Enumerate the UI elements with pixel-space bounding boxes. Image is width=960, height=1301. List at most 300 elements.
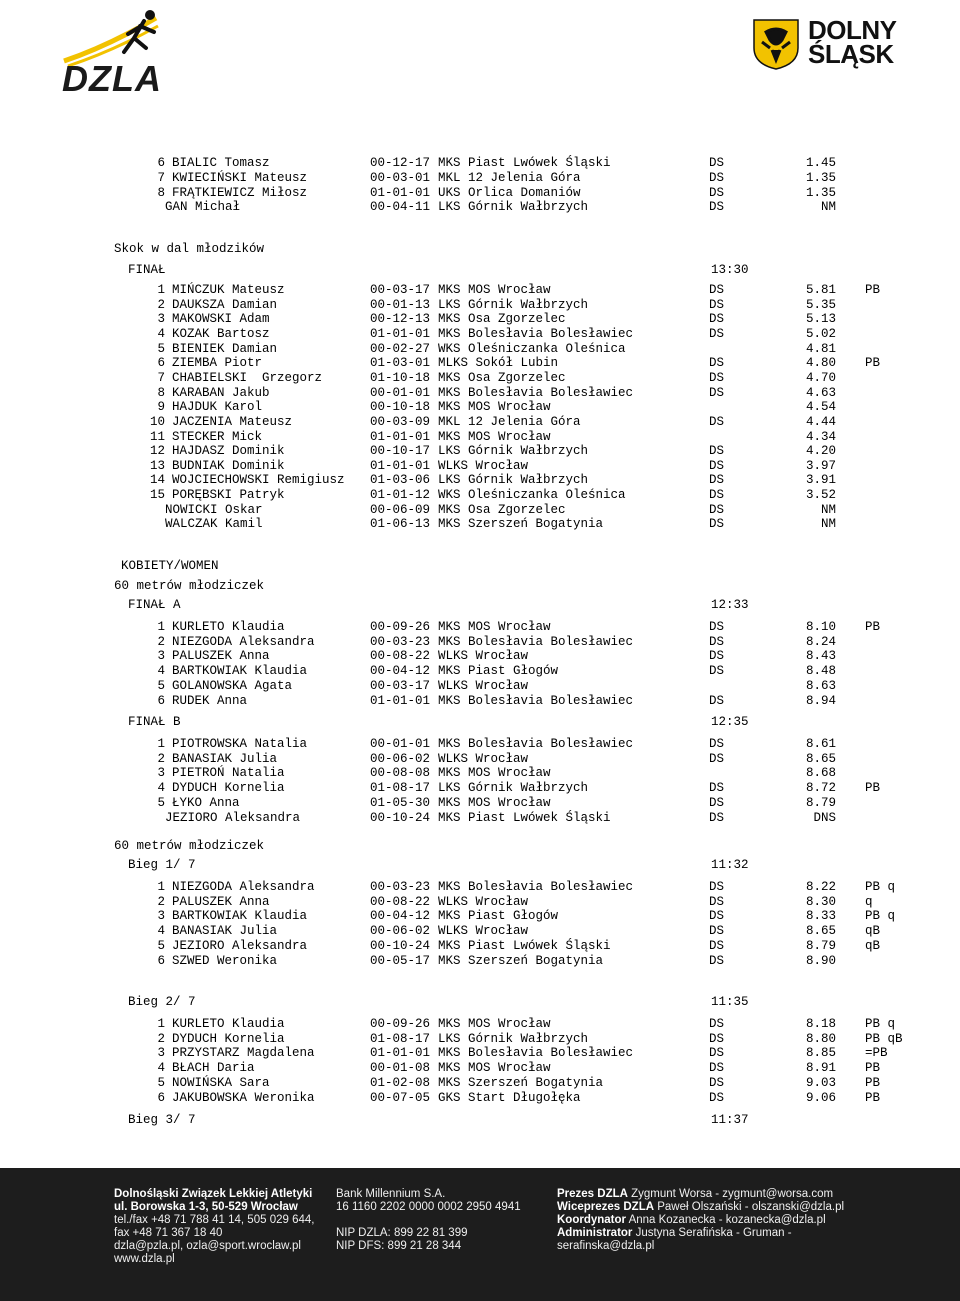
place-number: 3 [157, 909, 165, 924]
coord-role: Koordynator [557, 1214, 626, 1226]
footer-board [557, 1188, 844, 1253]
birth-date: 00-10-24 [370, 810, 431, 825]
athlete-name: PRZYSTARZ Magdalena [172, 1046, 315, 1061]
org-phone: tel./fax +48 71 788 41 14, 505 029 644, [114, 1214, 315, 1226]
birth-date: 01-08-17 [370, 1031, 431, 1046]
region-code: DS [709, 781, 725, 796]
place-number: 2 [157, 894, 165, 909]
result-value: 8.79 [805, 938, 836, 953]
result-value: 4.80 [805, 356, 836, 371]
club-name: MKL 12 Jelenia Góra [438, 170, 581, 185]
athlete-name: BIALIC Tomasz [172, 156, 270, 170]
athlete-name: NOWIŃSKA Sara [172, 1075, 270, 1090]
round-time: 13:30 [711, 263, 749, 277]
region-code: DS [709, 312, 725, 327]
club-name: WKS Oleśniczanka Oleśnica [438, 488, 626, 503]
athlete-name: HAJDASZ Dominik [172, 444, 285, 459]
athlete-name: ŁYKO Anna [172, 795, 240, 810]
birth-date: 00-03-09 [370, 414, 431, 429]
footer-contact [114, 1188, 314, 1266]
club-name: WLKS Wrocław [438, 894, 529, 909]
place-number: 5 [157, 938, 165, 953]
birth-date: 00-01-08 [370, 1061, 431, 1076]
result-value: 1.35 [805, 185, 836, 200]
region-code: DS [709, 620, 725, 634]
result-value: 8.85 [805, 1046, 836, 1061]
org-address: ul. Borowska 1-3, 50-529 Wrocław [114, 1201, 298, 1213]
dolny-slask-logo [752, 15, 912, 70]
place-number: 5 [157, 795, 165, 810]
region-code: DS [709, 693, 725, 708]
result-value: DNS [813, 810, 836, 825]
place-number: 15 [149, 488, 165, 503]
birth-date: 01-01-12 [370, 488, 431, 503]
place-number: 1 [157, 1017, 165, 1031]
club-name: WLKS Wrocław [438, 751, 529, 766]
athlete-name: BARTKOWIAK Klaudia [172, 909, 308, 924]
athlete-name: KOZAK Bartosz [172, 326, 270, 341]
club-name: UKS Orlica Domaniów [438, 185, 581, 200]
athlete-name: KWIECIŃSKI Mateusz [172, 170, 308, 185]
region-code: DS [709, 356, 725, 371]
region-code: DS [709, 1061, 725, 1076]
birth-date: 00-03-17 [370, 678, 431, 693]
athlete-name: STECKER Mick [172, 429, 263, 444]
round-label: Bieg 2/ 7 [128, 995, 196, 1009]
result-value: 5.35 [805, 297, 836, 312]
region-logo-line1: DOLNY [808, 15, 897, 45]
result-value: 5.02 [805, 326, 836, 341]
athlete-name: KURLETO Klaudia [172, 1017, 285, 1031]
birth-date: 01-02-08 [370, 1075, 431, 1090]
club-name: MKS Szerszeń Bogatynia [438, 1075, 604, 1090]
region-code: DS [709, 385, 725, 400]
athlete-name: FRĄTKIEWICZ Miłosz [172, 185, 308, 200]
result-value: 4.34 [805, 429, 836, 444]
athlete-name: BIENIEK Damian [172, 341, 278, 356]
place-number: 4 [157, 664, 165, 679]
club-name: MKS Szerszeń Bogatynia [438, 953, 604, 968]
region-code: DS [709, 297, 725, 312]
place-number: 13 [149, 458, 165, 473]
birth-date: 00-04-11 [370, 200, 431, 215]
result-value: 4.70 [805, 370, 836, 385]
event-title: 60 metrów młodziczek [114, 579, 265, 593]
place-number: 10 [149, 414, 165, 429]
record-note: =PB [865, 1046, 888, 1061]
club-name: WLKS Wrocław [438, 678, 529, 693]
birth-date: 01-03-01 [370, 356, 431, 371]
club-name: MKS Bolesłavia Bolesławiec [438, 634, 634, 649]
region-code: DS [709, 924, 725, 939]
region-code: DS [709, 473, 725, 488]
region-code: DS [709, 1075, 725, 1090]
org-name: Dolnośląski Związek Lekkiej Atletyki [114, 1188, 313, 1200]
bank-account: 16 1160 2202 0000 0002 2950 4941 [336, 1201, 521, 1213]
club-name: LKS Górnik Wałbrzych [438, 1031, 589, 1046]
org-website[interactable]: www.dzla.pl [114, 1253, 175, 1265]
vice-contact[interactable]: Paweł Olszański - olszanski@dzla.pl [657, 1201, 845, 1213]
region-code: DS [709, 909, 725, 924]
event-title: 60 metrów młodziczek [114, 839, 265, 853]
region-code: DS [709, 414, 725, 429]
athlete-name: ZIEMBA Piotr [172, 356, 263, 371]
athlete-name: JACZENIA Mateusz [172, 414, 293, 429]
round-label: FINAŁ B [128, 715, 181, 729]
birth-date: 00-08-22 [370, 649, 431, 664]
place-number: 14 [149, 473, 165, 488]
region-code: DS [709, 488, 725, 503]
athlete-name: JEZIORO Aleksandra [165, 810, 301, 825]
dzla-logo-text: DZLA [62, 58, 162, 99]
club-name: MLKS Sokół Lubin [438, 356, 559, 371]
region-code: DS [709, 326, 725, 341]
result-value: NM [820, 517, 836, 532]
birth-date: 01-10-18 [370, 370, 431, 385]
round-label: Bieg 3/ 7 [128, 1113, 196, 1127]
result-value: 8.61 [805, 737, 836, 751]
region-code: DS [709, 517, 725, 532]
athlete-name: PORĘBSKI Patryk [172, 488, 285, 503]
athlete-name: MIŃCZUK Mateusz [172, 283, 285, 297]
athlete-name: CHABIELSKI Grzegorz [172, 370, 323, 385]
region-code: DS [709, 458, 725, 473]
club-name: MKS MOS Wrocław [438, 766, 551, 781]
place-number: 5 [157, 341, 165, 356]
region-code: DS [709, 283, 725, 297]
place-number: 3 [157, 766, 165, 781]
birth-date: 01-01-01 [370, 693, 431, 708]
place-number: 4 [157, 326, 165, 341]
birth-date: 01-05-30 [370, 795, 431, 810]
birth-date: 00-04-12 [370, 664, 431, 679]
result-value: 8.10 [805, 620, 836, 634]
birth-date: 00-01-01 [370, 385, 431, 400]
event-title: Skok w dal młodzików [114, 242, 265, 256]
place-number: 8 [157, 185, 165, 200]
region-code: DS [709, 444, 725, 459]
place-number: 2 [157, 634, 165, 649]
result-value: 4.20 [805, 444, 836, 459]
region-code: DS [709, 170, 725, 185]
region-code: DS [709, 1046, 725, 1061]
athlete-name: RUDEK Anna [172, 693, 248, 708]
result-value: 9.06 [805, 1090, 836, 1105]
result-value: 8.43 [805, 649, 836, 664]
result-value: 8.22 [805, 880, 836, 894]
region-logo-line2: ŚLĄSK [808, 39, 894, 69]
athlete-name: BARTKOWIAK Klaudia [172, 664, 308, 679]
birth-date: 00-02-27 [370, 341, 431, 356]
result-value: 8.90 [805, 953, 836, 968]
result-value: 8.18 [805, 1017, 836, 1031]
birth-date: 00-06-02 [370, 924, 431, 939]
region-code: DS [709, 1090, 725, 1105]
club-name: MKS Bolesłavia Bolesławiec [438, 693, 634, 708]
birth-date: 00-07-05 [370, 1090, 431, 1105]
birth-date: 01-01-01 [370, 429, 431, 444]
place-number: 1 [157, 620, 165, 634]
region-code: DS [709, 953, 725, 968]
result-value: 8.48 [805, 664, 836, 679]
round-time: 12:33 [711, 598, 749, 612]
result-value: 5.13 [805, 312, 836, 327]
club-name: LKS Górnik Wałbrzych [438, 200, 589, 215]
round-label: FINAŁ [128, 263, 166, 277]
club-name: MKL 12 Jelenia Góra [438, 414, 581, 429]
result-value: NM [820, 200, 836, 215]
result-value: 8.30 [805, 894, 836, 909]
result-value: 9.03 [805, 1075, 836, 1090]
round-time: 11:32 [711, 858, 749, 872]
athlete-name: DYDUCH Kornelia [172, 1031, 285, 1046]
club-name: WLKS Wrocław [438, 924, 529, 939]
athlete-name: NIEZGODA Aleksandra [172, 880, 315, 894]
birth-date: 01-01-01 [370, 326, 431, 341]
athlete-name: KARABAN Jakub [172, 385, 270, 400]
athlete-name: WALCZAK Kamil [165, 517, 263, 532]
athlete-name: NIEZGODA Aleksandra [172, 634, 315, 649]
place-number: 12 [149, 444, 165, 459]
club-name: MKS Piast Lwówek Śląski [438, 810, 611, 825]
record-note: qB [865, 938, 881, 953]
record-note: qB [865, 924, 881, 939]
club-name: MKS Bolesłavia Bolesławiec [438, 737, 634, 751]
birth-date: 00-03-23 [370, 634, 431, 649]
women-label: KOBIETY/WOMEN [121, 559, 219, 573]
record-note: PB [865, 1061, 881, 1076]
org-fax: fax +48 71 367 18 40 [114, 1227, 223, 1239]
club-name: MKS MOS Wrocław [438, 1017, 551, 1031]
birth-date: 01-01-01 [370, 1046, 431, 1061]
footer [0, 1168, 960, 1301]
club-name: WKS Oleśniczanka Oleśnica [438, 341, 626, 356]
record-note: PB [865, 1075, 881, 1090]
result-value: 4.44 [805, 414, 836, 429]
athlete-name: PALUSZEK Anna [172, 894, 270, 909]
region-code: DS [709, 200, 725, 215]
club-name: MKS MOS Wrocław [438, 400, 551, 415]
place-number: 1 [157, 737, 165, 751]
region-code: DS [709, 185, 725, 200]
club-name: MKS Piast Głogów [438, 909, 559, 924]
place-number: 3 [157, 312, 165, 327]
place-number: 6 [157, 1090, 165, 1105]
club-name: MKS Piast Lwówek Śląski [438, 938, 611, 953]
result-value: 4.63 [805, 385, 836, 400]
record-note: PB [865, 1090, 881, 1105]
round-time: 11:35 [711, 995, 749, 1009]
place-number: 1 [157, 880, 165, 894]
athlete-name: BŁACH Daria [172, 1061, 255, 1076]
place-number: 6 [157, 156, 165, 170]
round-time: 12:35 [711, 715, 749, 729]
birth-date: 00-10-18 [370, 400, 431, 415]
birth-date: 00-03-23 [370, 880, 431, 894]
place-number: 2 [157, 297, 165, 312]
result-value: 3.91 [805, 473, 836, 488]
place-number: 4 [157, 781, 165, 796]
athlete-name: PIOTROWSKA Natalia [172, 737, 308, 751]
result-value: 8.65 [805, 751, 836, 766]
birth-date: 01-01-01 [370, 185, 431, 200]
result-value: 8.91 [805, 1061, 836, 1076]
region-code: DS [709, 634, 725, 649]
record-note: PB q [865, 1017, 896, 1031]
birth-date: 00-01-13 [370, 297, 431, 312]
place-number: 4 [157, 1061, 165, 1076]
result-value: 3.52 [805, 488, 836, 503]
birth-date: 00-12-13 [370, 312, 431, 327]
birth-date: 00-03-01 [370, 170, 431, 185]
place-number: 4 [157, 924, 165, 939]
result-value: 4.54 [805, 400, 836, 415]
birth-date: 01-06-13 [370, 517, 431, 532]
club-name: MKS MOS Wrocław [438, 620, 551, 634]
admin-contact: Justyna Serafińska - Gruman - [635, 1227, 792, 1239]
place-number: 7 [157, 170, 165, 185]
place-number: 1 [157, 283, 165, 297]
region-code: DS [709, 649, 725, 664]
place-number: 3 [157, 1046, 165, 1061]
region-code: DS [709, 1031, 725, 1046]
crest-icon [752, 18, 800, 70]
club-name: GKS Start Długołęka [438, 1090, 581, 1105]
club-name: MKS Osa Zgorzelec [438, 502, 566, 517]
record-note: PB [865, 283, 881, 297]
region-code: DS [709, 1017, 725, 1031]
record-note: PB [865, 356, 881, 371]
athlete-name: BUDNIAK Dominik [172, 458, 285, 473]
region-code: DS [709, 894, 725, 909]
club-name: LKS Górnik Wałbrzych [438, 781, 589, 796]
birth-date: 00-03-17 [370, 283, 431, 297]
result-value: 8.65 [805, 924, 836, 939]
region-code: DS [709, 502, 725, 517]
dzla-logo [58, 6, 186, 98]
athlete-name: DYDUCH Kornelia [172, 781, 285, 796]
admin-email[interactable]: serafinska@dzla.pl [557, 1240, 655, 1252]
result-value: 8.94 [805, 693, 836, 708]
club-name: LKS Górnik Wałbrzych [438, 297, 589, 312]
admin-role: Administrator [557, 1227, 633, 1239]
birth-date: 00-06-09 [370, 502, 431, 517]
club-name: MKS MOS Wrocław [438, 1061, 551, 1076]
athlete-name: GAN Michał [165, 200, 241, 215]
athlete-name: WOJCIECHOWSKI Remigiusz [172, 473, 345, 488]
club-name: MKS Szerszeń Bogatynia [438, 517, 604, 532]
result-value: 8.33 [805, 909, 836, 924]
place-number: 5 [157, 1075, 165, 1090]
club-name: LKS Górnik Wałbrzych [438, 473, 589, 488]
round-label: FINAŁ A [128, 598, 181, 612]
athlete-name: BANASIAK Julia [172, 751, 278, 766]
birth-date: 00-10-17 [370, 444, 431, 459]
place-number: 6 [157, 953, 165, 968]
place-number: 3 [157, 649, 165, 664]
record-note: q [865, 894, 873, 909]
athlete-name: KURLETO Klaudia [172, 620, 285, 634]
region-code: DS [709, 795, 725, 810]
athlete-name: DAUKSZA Damian [172, 297, 278, 312]
club-name: MKS Bolesłavia Bolesławiec [438, 385, 634, 400]
record-note: PB q [865, 909, 896, 924]
club-name: MKS MOS Wrocław [438, 795, 551, 810]
birth-date: 00-08-08 [370, 766, 431, 781]
result-value: 8.24 [805, 634, 836, 649]
club-name: MKS MOS Wrocław [438, 429, 551, 444]
place-number: 5 [157, 678, 165, 693]
result-value: 1.45 [805, 156, 836, 170]
region-code: DS [709, 880, 725, 894]
birth-date: 00-08-22 [370, 894, 431, 909]
athlete-name: GOLANOWSKA Agata [172, 678, 293, 693]
nip-dfs: NIP DFS: 899 21 28 344 [336, 1240, 462, 1252]
place-number: 6 [157, 693, 165, 708]
result-value: NM [820, 502, 836, 517]
org-emails[interactable]: dzla@pzla.pl, ozla@sport.wroclaw.pl [114, 1240, 301, 1252]
place-number: 7 [157, 370, 165, 385]
record-note: PB qB [865, 1031, 903, 1046]
footer-bank [336, 1188, 521, 1253]
place-number: 2 [157, 1031, 165, 1046]
result-value: 8.72 [805, 781, 836, 796]
birth-date: 00-06-02 [370, 751, 431, 766]
club-name: MKS Osa Zgorzelec [438, 312, 566, 327]
club-name: MKS MOS Wrocław [438, 283, 551, 297]
region-code: DS [709, 737, 725, 751]
birth-date: 00-01-01 [370, 737, 431, 751]
round-time: 11:37 [711, 1113, 749, 1127]
place-number: 8 [157, 385, 165, 400]
club-name: WLKS Wrocław [438, 649, 529, 664]
athlete-name: MAKOWSKI Adam [172, 312, 270, 327]
region-code: DS [709, 370, 725, 385]
place-number: 9 [157, 400, 165, 415]
athlete-name: SZWED Weronika [172, 953, 278, 968]
bank-name: Bank Millennium S.A. [336, 1188, 446, 1200]
birth-date: 00-05-17 [370, 953, 431, 968]
athlete-name: PALUSZEK Anna [172, 649, 270, 664]
club-name: MKS Piast Lwówek Śląski [438, 156, 611, 170]
birth-date: 01-01-01 [370, 458, 431, 473]
round-label: Bieg 1/ 7 [128, 858, 196, 872]
nip-dzla: NIP DZLA: 899 22 81 399 [336, 1227, 468, 1239]
region-code: DS [709, 664, 725, 679]
birth-date: 00-12-17 [370, 156, 431, 170]
result-value: 5.81 [805, 283, 836, 297]
result-value: 1.35 [805, 170, 836, 185]
region-code: DS [709, 156, 725, 170]
birth-date: 00-04-12 [370, 909, 431, 924]
record-note: PB q [865, 880, 896, 894]
athlete-name: NOWICKI Oskar [165, 502, 263, 517]
president-contact[interactable]: Zygmunt Worsa - zygmunt@worsa.com [631, 1188, 834, 1200]
place-number: 6 [157, 356, 165, 371]
athlete-name: BANASIAK Julia [172, 924, 278, 939]
athlete-name: JEZIORO Aleksandra [172, 938, 308, 953]
club-name: MKS Osa Zgorzelec [438, 370, 566, 385]
birth-date: 00-09-26 [370, 1017, 431, 1031]
birth-date: 00-09-26 [370, 620, 431, 634]
record-note: PB [865, 620, 881, 634]
athlete-name: HAJDUK Karol [172, 400, 263, 415]
president-role: Prezes DZLA [557, 1188, 628, 1200]
club-name: MKS Bolesłavia Bolesławiec [438, 326, 634, 341]
coord-contact[interactable]: Anna Kozanecka - kozanecka@dzla.pl [628, 1214, 826, 1226]
birth-date: 00-10-24 [370, 938, 431, 953]
athlete-name: JAKUBOWSKA Weronika [172, 1090, 315, 1105]
